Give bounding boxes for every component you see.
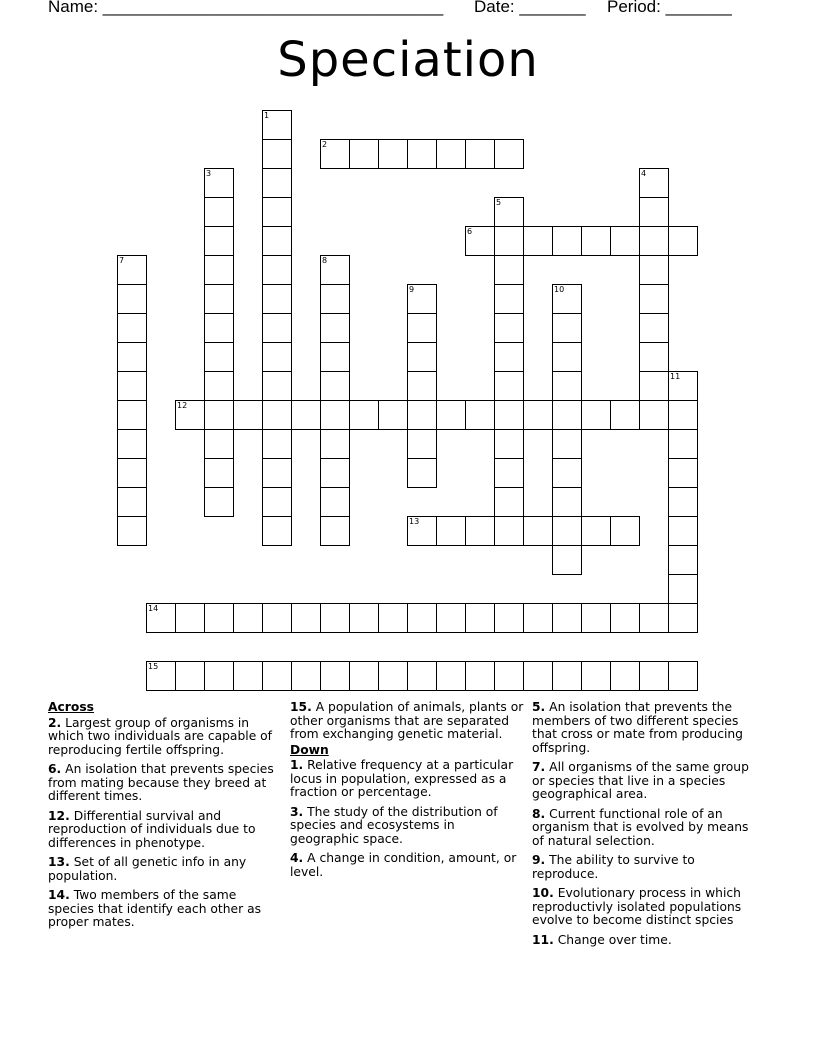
crossword-cell[interactable] [204,371,234,401]
crossword-cell[interactable] [668,458,698,488]
crossword-cell[interactable] [465,400,495,430]
crossword-cell[interactable] [668,661,698,691]
page-title: Speciation [277,32,539,88]
crossword-cell[interactable] [494,371,524,401]
crossword-cell[interactable] [552,545,582,575]
crossword-cell[interactable] [262,603,292,633]
clue-column-2 [290,701,524,885]
crossword-cell[interactable] [552,661,582,691]
clue-column-3 [532,701,762,953]
crossword-cell[interactable] [639,313,669,343]
crossword-cell[interactable] [668,603,698,633]
crossword-cell[interactable] [204,458,234,488]
crossword-cell[interactable] [523,661,553,691]
crossword-cell[interactable] [233,661,263,691]
crossword-cell[interactable] [668,429,698,459]
crossword-cell[interactable] [117,284,147,314]
clue-number: 15 [148,662,159,671]
crossword-cell[interactable] [552,313,582,343]
crossword-cell[interactable] [436,139,466,169]
clue-number: 12 [177,401,188,410]
crossword-cell[interactable] [117,342,147,372]
down-clue-9: 9. The ability to survive to reproduce. [532,853,695,881]
crossword-cell[interactable] [204,487,234,517]
crossword-cell[interactable] [639,371,669,401]
crossword-cell[interactable] [117,371,147,401]
crossword-cell[interactable] [552,284,582,314]
crossword-cell[interactable] [262,342,292,372]
across-clue-14: 14. Two members of the same species that identify each other as proper mates. [48,888,262,929]
crossword-cell[interactable] [523,400,553,430]
crossword-cell[interactable] [639,168,669,198]
crossword-cell[interactable] [523,226,553,256]
crossword-cell[interactable] [320,284,350,314]
crossword-cell[interactable] [407,603,437,633]
crossword-cell[interactable] [378,400,408,430]
crossword-cell[interactable] [639,400,669,430]
across-clue-2: 2. Largest group of organisms in which two individuals are capable of reproducing fertile offspring. [48,715,273,757]
crossword-cell[interactable] [523,516,553,546]
crossword-cell[interactable] [494,661,524,691]
crossword-cell[interactable] [494,313,524,343]
crossword-cell[interactable] [494,255,524,285]
crossword-cell[interactable] [291,603,321,633]
clue-number: 13 [409,517,420,526]
crossword-cell[interactable] [465,139,495,169]
crossword-cell[interactable] [552,429,582,459]
down-clue-3: 3. The study of the distribution of species and ecosystems in geographic space. [290,804,498,846]
crossword-cell[interactable] [581,400,611,430]
crossword-cell[interactable] [320,342,350,372]
crossword-cell[interactable] [291,400,321,430]
crossword-cell[interactable] [407,371,437,401]
crossword-cell[interactable] [262,371,292,401]
clue-number: 6 [467,227,473,236]
crossword-cell[interactable] [262,429,292,459]
clue-number: 1 [264,111,270,120]
down-clue-11: 11. Change over time. [532,932,672,947]
crossword-cell[interactable] [581,603,611,633]
clue-number: 14 [148,604,159,613]
crossword-cell[interactable] [581,226,611,256]
crossword-cell[interactable] [407,458,437,488]
crossword-cell[interactable] [581,516,611,546]
crossword-cell[interactable] [494,516,524,546]
crossword-cell[interactable] [668,487,698,517]
crossword-cell[interactable] [668,226,698,256]
down-clue-7: 7. All organisms of the same group or species that live in a species geographical area. [532,760,749,801]
crossword-cell[interactable] [668,371,698,401]
crossword-cell[interactable] [610,603,640,633]
across-clue-12: 12. Differential survival and reproduction of individuals due to differences in phenotype. [48,808,256,850]
clue-number: 2 [322,140,328,149]
crossword-cell[interactable] [204,197,234,227]
crossword-cell[interactable] [262,197,292,227]
crossword-cell[interactable] [117,313,147,343]
clue-column-1 [48,701,284,936]
crossword-cell[interactable] [262,284,292,314]
crossword-cell[interactable] [262,313,292,343]
crossword-cell[interactable] [552,487,582,517]
crossword-cell[interactable] [175,400,205,430]
crossword-cell[interactable] [465,226,495,256]
crossword-cell[interactable] [204,661,234,691]
crossword-cell[interactable] [349,661,379,691]
crossword-cell[interactable] [320,400,350,430]
crossword-cell[interactable] [523,603,553,633]
crossword-cell[interactable] [494,400,524,430]
clue-number: 7 [119,256,125,265]
crossword-cell[interactable] [204,313,234,343]
crossword-cell[interactable] [407,139,437,169]
crossword-cell[interactable] [407,313,437,343]
across-clue-6: 6. An isolation that prevents species from mating because they breed at different times. [48,762,274,803]
crossword-cell[interactable] [552,516,582,546]
crossword-cell[interactable] [204,168,234,198]
crossword-cell[interactable] [494,139,524,169]
crossword-cell[interactable] [320,516,350,546]
crossword-cell[interactable] [233,603,263,633]
across-clue-15: 15. A population of animals, plants or other organisms that are separated from exchanging genetic material. [290,700,524,741]
clue-number: 10 [554,285,565,294]
down-clue-5: 5. An isolation that prevents the members of two different species that cross or mate from producing offspring. [532,700,743,755]
across-clue-13: 13. Set of all genetic info in any population. [48,855,247,883]
crossword-cell[interactable] [668,545,698,575]
crossword-cell[interactable] [465,661,495,691]
crossword-cell[interactable] [494,226,524,256]
crossword-cell[interactable] [320,313,350,343]
crossword-cell[interactable] [494,342,524,372]
crossword-cell[interactable] [204,429,234,459]
crossword-cell[interactable] [407,400,437,430]
crossword-cell[interactable] [262,661,292,691]
across-heading: Across [48,700,94,714]
clue-number: 3 [206,169,212,178]
crossword-cell[interactable] [494,284,524,314]
crossword-cell[interactable] [436,603,466,633]
crossword-cell[interactable] [639,226,669,256]
crossword-cell[interactable] [320,371,350,401]
crossword-cell[interactable] [639,661,669,691]
crossword-cell[interactable] [320,255,350,285]
crossword-cell[interactable] [552,458,582,488]
crossword-cell[interactable] [349,603,379,633]
down-clue-1: 1. Relative frequency at a particular locus in population, expressed as a fraction or percentage. [290,758,514,799]
crossword-cell[interactable] [262,110,292,140]
crossword-cell[interactable] [146,661,176,691]
crossword-cell[interactable] [320,487,350,517]
crossword-cell[interactable] [175,603,205,633]
crossword-cell[interactable] [262,255,292,285]
crossword-cell[interactable] [349,139,379,169]
crossword-cell[interactable] [204,603,234,633]
crossword-cell[interactable] [610,516,640,546]
crossword-cell[interactable] [494,458,524,488]
crossword-cell[interactable] [291,661,321,691]
crossword-cell[interactable] [494,487,524,517]
crossword-cell[interactable] [407,516,437,546]
crossword-cell[interactable] [668,574,698,604]
crossword-cell[interactable] [262,226,292,256]
crossword-cell[interactable] [117,400,147,430]
crossword-cell[interactable] [581,661,611,691]
name-field[interactable]: Name: ____________________________________ [48,0,444,16]
crossword-cell[interactable] [552,342,582,372]
crossword-cell[interactable] [668,516,698,546]
crossword-cell[interactable] [320,603,350,633]
crossword-cell[interactable] [465,603,495,633]
down-clue-10: 10. Evolutionary process in which reproductivly isolated populations evolve to become distinct spcies [532,886,742,927]
crossword-cell[interactable] [117,487,147,517]
clue-number: 8 [322,256,328,265]
crossword-cell[interactable] [146,603,176,633]
crossword-cell[interactable] [639,603,669,633]
crossword-cell[interactable] [117,429,147,459]
crossword-cell[interactable] [552,371,582,401]
crossword-cell[interactable] [320,139,350,169]
crossword-cell[interactable] [465,516,495,546]
crossword-cell[interactable] [262,458,292,488]
clue-number: 5 [496,198,502,207]
crossword-cell[interactable] [262,487,292,517]
crossword-cell[interactable] [117,255,147,285]
clue-number: 11 [670,372,681,381]
crossword-cell[interactable] [262,516,292,546]
crossword-cell[interactable] [436,400,466,430]
crossword-cell[interactable] [494,197,524,227]
crossword-cell[interactable] [320,661,350,691]
crossword-cell[interactable] [610,400,640,430]
crossword-cell[interactable] [639,342,669,372]
crossword-cell[interactable] [552,226,582,256]
crossword-cell[interactable] [204,284,234,314]
down-clue-4: 4. A change in condition, amount, or level. [290,851,517,879]
crossword-cell[interactable] [117,516,147,546]
clue-number: 9 [409,285,415,294]
down-heading: Down [290,742,329,757]
crossword-cell[interactable] [320,458,350,488]
crossword-cell[interactable] [378,603,408,633]
crossword-cell[interactable] [552,603,582,633]
crossword-cell[interactable] [204,226,234,256]
crossword-cell[interactable] [436,661,466,691]
clue-number: 4 [641,169,647,178]
date-field[interactable]: Date: _______ [474,0,586,16]
crossword-cell[interactable] [175,661,205,691]
crossword-cell[interactable] [407,661,437,691]
crossword-cell[interactable] [668,400,698,430]
crossword-cell[interactable] [639,197,669,227]
crossword-cell[interactable] [204,400,234,430]
crossword-cell[interactable] [320,429,350,459]
crossword-cell[interactable] [610,661,640,691]
crossword-cell[interactable] [378,661,408,691]
crossword-cell[interactable] [436,516,466,546]
crossword-cell[interactable] [407,429,437,459]
crossword-cell[interactable] [349,400,379,430]
crossword-cell[interactable] [262,139,292,169]
crossword-cell[interactable] [407,284,437,314]
crossword-cell[interactable] [639,255,669,285]
crossword-cell[interactable] [552,400,582,430]
crossword-cell[interactable] [610,226,640,256]
crossword-cell[interactable] [204,342,234,372]
crossword-cell[interactable] [233,400,263,430]
crossword-cell[interactable] [407,342,437,372]
crossword-cell[interactable] [494,429,524,459]
crossword-cell[interactable] [639,284,669,314]
period-field[interactable]: Period: _______ [607,0,732,16]
crossword-cell[interactable] [262,400,292,430]
down-clue-8: 8. Current functional role of an organism that is evolved by means of natural selection. [532,806,749,848]
crossword-cell[interactable] [494,603,524,633]
crossword-cell[interactable] [378,139,408,169]
crossword-cell[interactable] [117,458,147,488]
crossword-cell[interactable] [204,255,234,285]
crossword-cell[interactable] [262,168,292,198]
